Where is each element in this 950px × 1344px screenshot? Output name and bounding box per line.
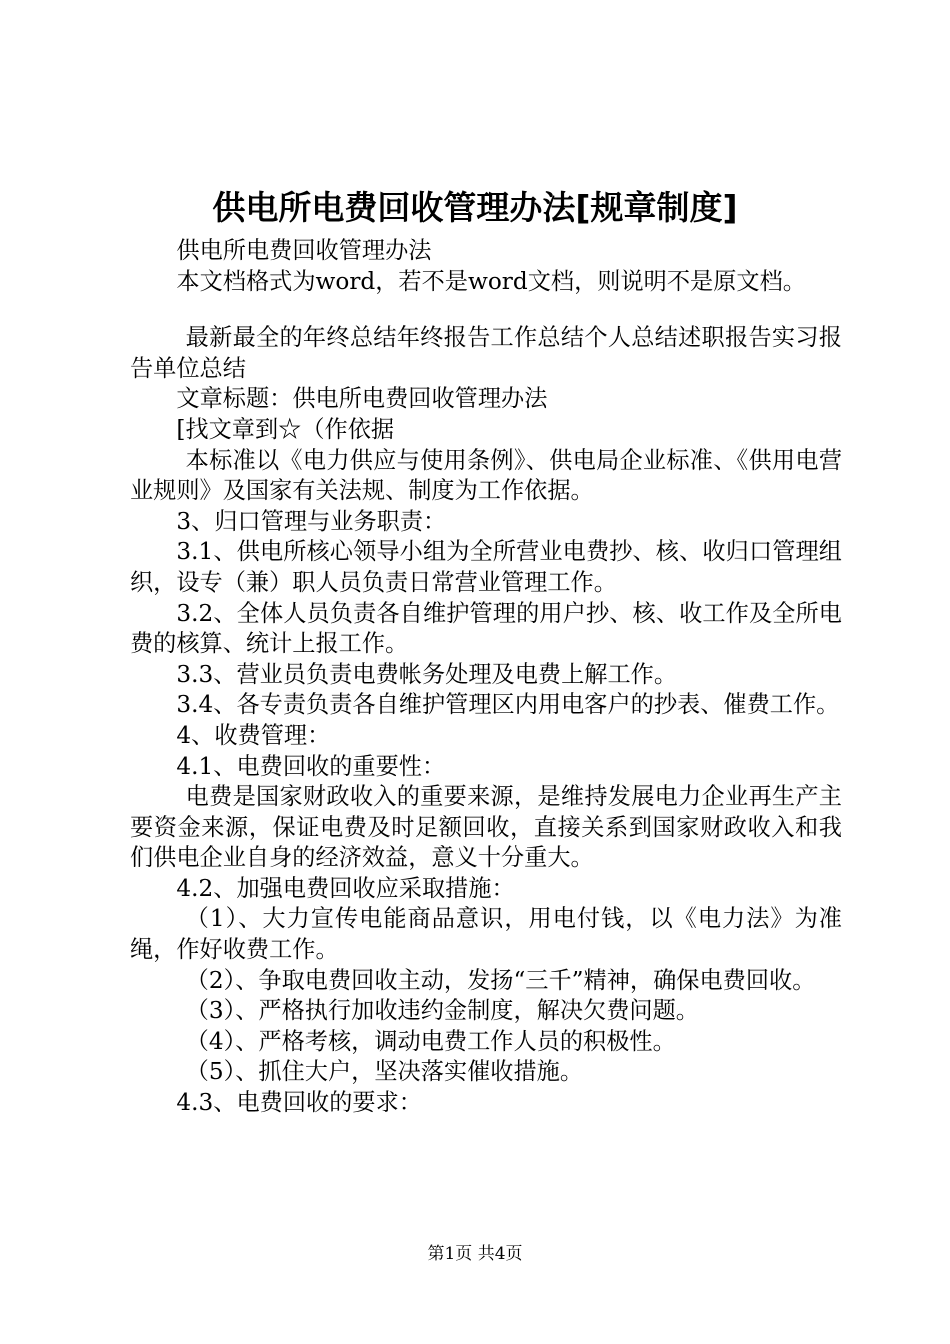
paragraph: 本文档格式为word，若不是word文档，则说明不是原文档。 <box>176 267 806 295</box>
paragraph: 3.1、供电所核心领导小组为全所营业电费抄、核、收归口管理组织，设专（兼）职人员负责日常营业管理工作。 <box>130 538 842 596</box>
paragraph: 4、收费管理： <box>176 721 331 749</box>
paragraph: 3.4、各专责负责各自维护管理区内用电客户的抄表、催费工作。 <box>176 691 840 719</box>
paragraph: （3）、严格执行加收违约金制度，解决欠费问题。 <box>185 997 699 1025</box>
paragraph: 3.3、营业员负责电费帐务处理及电费上解工作。 <box>176 660 678 688</box>
document-body <box>130 236 842 1119</box>
paragraph: （4）、严格考核，调动电费工作人员的积极性。 <box>185 1027 676 1055</box>
paragraph: 3.2、全体人员负责各自维护管理的用户抄、核、收工作及全所电费的核算、统计上报工作。 <box>130 599 842 658</box>
paragraph: （2）、争取电费回收主动，发扬“三千”精神，确保电费回收。 <box>185 966 816 994</box>
paragraph: 本标准以《电力供应与使用条例》、供电局企业标准、《供用电营业规则》及国家有关法规、制度为工作依据。 <box>130 446 842 505</box>
document-title: 供电所电费回收管理办法[规章制度] <box>212 188 738 227</box>
paragraph: 3、归口管理与业务职责： <box>176 507 447 535</box>
paragraph: 最新最全的年终总结年终报告工作总结个人总结述职报告实习报告单位总结 <box>130 324 842 382</box>
paragraph: 电费是国家财政收入的重要来源，是维持发展电力企业再生产主要资金来源，保证电费及时足额回收，直接关系到国家财政收入和我们供电企业自身的经济效益，意义十分重大。 <box>130 783 842 872</box>
paragraph: [找文章到☆（作依据 <box>176 415 395 443</box>
paragraph: （1）、大力宣传电能商品意识，用电付钱，以《电力法》为准绳，作好收费工作。 <box>130 905 842 964</box>
paragraph: 文章标题：供电所电费回收管理办法 <box>176 385 548 413</box>
paragraph: 供电所电费回收管理办法 <box>176 237 432 264</box>
paragraph: 4.1、电费回收的重要性： <box>176 752 446 780</box>
page-footer: 第1页 共4页 <box>427 1244 523 1264</box>
paragraph: 4.2、加强电费回收应采取措施： <box>176 874 515 902</box>
paragraph: （5）、抓住大户，坚决落实催收措施。 <box>185 1058 584 1086</box>
paragraph: 4.3、电费回收的要求： <box>176 1089 422 1117</box>
blank-line <box>130 297 842 323</box>
